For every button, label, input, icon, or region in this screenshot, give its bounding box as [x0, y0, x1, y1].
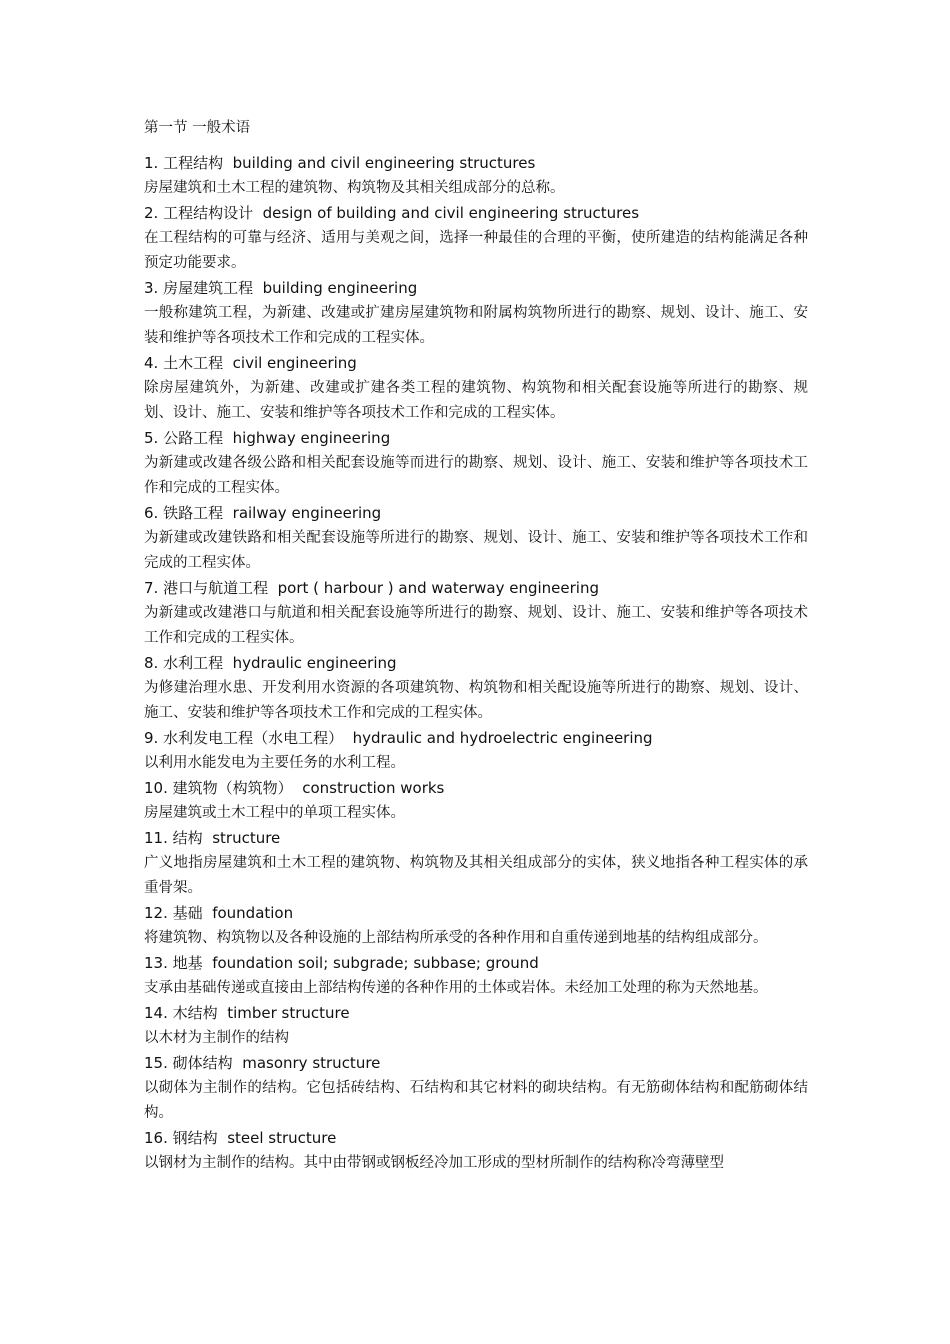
term-definition: 以钢材为主制作的结构。其中由带钢或钢板经冷加工形成的型材所制作的结构称冷弯薄壁型	[144, 1155, 724, 1171]
term-english: railway engineering	[232, 504, 382, 522]
term-number: 13.	[144, 954, 168, 972]
term-english: design of building and civil engineering structures	[262, 204, 640, 222]
term-list	[144, 151, 808, 1176]
term-chinese: 水利工程	[163, 654, 224, 672]
term-heading	[144, 501, 808, 526]
term-definition: 支承由基础传递或直接由上部结构传递的各种作用的土体或岩体。未经加工处理的称为天然地基。	[144, 980, 768, 996]
term-definition: 为修建治理水患、开发利用水资源的各项建筑物、构筑物和相关配设施等所进行的勘察、规划、设计、施工、安装和维护等各项技术工作和完成的工程实体。	[144, 680, 808, 721]
term-number: 11.	[144, 829, 168, 847]
term-heading	[144, 901, 808, 926]
term-english: masonry structure	[242, 1054, 381, 1072]
term-entry	[144, 351, 808, 426]
term-english: port ( harbour ) and waterway engineering	[277, 579, 599, 597]
term-number: 12.	[144, 904, 168, 922]
term-number: 3.	[144, 279, 159, 297]
term-english: hydraulic engineering	[232, 654, 397, 672]
term-english: civil engineering	[232, 354, 357, 372]
document-content	[144, 116, 808, 1176]
term-chinese: 工程结构	[163, 154, 224, 172]
term-english: highway engineering	[232, 429, 391, 447]
term-entry	[144, 201, 808, 276]
term-heading	[144, 826, 808, 851]
term-definition: 房屋建筑和土木工程的建筑物、构筑物及其相关组成部分的总称。	[144, 180, 565, 196]
term-definition: 除房屋建筑外，为新建、改建或扩建各类工程的建筑物、构筑物和相关配套设施等所进行的勘察、规划、设计、施工、安装和维护等各项技术工作和完成的工程实体。	[144, 380, 808, 421]
term-entry	[144, 1001, 808, 1051]
term-english: steel structure	[227, 1129, 337, 1147]
term-english: foundation soil; subgrade; subbase; ground	[212, 954, 539, 972]
term-chinese: 钢结构	[172, 1129, 218, 1147]
term-heading	[144, 726, 808, 751]
term-number: 2.	[144, 204, 159, 222]
term-entry	[144, 726, 808, 776]
term-chinese: 公路工程	[163, 429, 224, 447]
term-entry	[144, 1051, 808, 1126]
term-definition: 房屋建筑或土木工程中的单项工程实体。	[144, 805, 405, 821]
term-entry	[144, 776, 808, 826]
section-title: 第一节 一般术语	[144, 120, 251, 136]
term-english: building and civil engineering structures	[232, 154, 536, 172]
term-definition: 以利用水能发电为主要任务的水利工程。	[144, 755, 405, 771]
term-heading	[144, 1001, 808, 1026]
term-heading	[144, 151, 808, 176]
term-entry	[144, 576, 808, 651]
term-number: 9.	[144, 729, 159, 747]
term-english: building engineering	[262, 279, 418, 297]
term-entry	[144, 501, 808, 576]
term-number: 16.	[144, 1129, 168, 1147]
term-chinese: 基础	[172, 904, 203, 922]
term-definition: 以木材为主制作的结构	[144, 1030, 289, 1046]
term-number: 4.	[144, 354, 159, 372]
term-english: foundation	[212, 904, 294, 922]
term-entry	[144, 276, 808, 351]
term-definition: 为新建或改建港口与航道和相关配套设施等所进行的勘察、规划、设计、施工、安装和维护等各项技术工作和完成的工程实体。	[144, 605, 808, 646]
term-chinese: 工程结构设计	[163, 204, 254, 222]
term-definition: 将建筑物、构筑物以及各种设施的上部结构所承受的各种作用和自重传递到地基的结构组成部分。	[144, 930, 768, 946]
term-heading	[144, 951, 808, 976]
term-number: 5.	[144, 429, 159, 447]
term-number: 15.	[144, 1054, 168, 1072]
term-heading	[144, 776, 808, 801]
term-entry	[144, 826, 808, 901]
term-heading	[144, 201, 808, 226]
term-number: 10.	[144, 779, 168, 797]
term-heading	[144, 351, 808, 376]
term-definition: 为新建或改建铁路和相关配套设施等所进行的勘察、规划、设计、施工、安装和维护等各项技术工作和完成的工程实体。	[144, 530, 808, 571]
term-number: 14.	[144, 1004, 168, 1022]
term-entry	[144, 151, 808, 201]
term-heading	[144, 276, 808, 301]
term-chinese: 建筑物（构筑物）	[172, 779, 293, 797]
term-chinese: 土木工程	[163, 354, 224, 372]
term-heading	[144, 1126, 808, 1151]
term-definition: 在工程结构的可靠与经济、适用与美观之间，选择一种最佳的合理的平衡，使所建造的结构能满足各种预定功能要求。	[144, 230, 808, 271]
term-chinese: 房屋建筑工程	[163, 279, 254, 297]
term-number: 8.	[144, 654, 159, 672]
term-entry	[144, 651, 808, 726]
term-chinese: 结构	[172, 829, 203, 847]
term-chinese: 铁路工程	[163, 504, 224, 522]
term-english: timber structure	[227, 1004, 350, 1022]
term-number: 6.	[144, 504, 159, 522]
term-entry	[144, 1126, 808, 1176]
term-chinese: 砌体结构	[172, 1054, 233, 1072]
term-heading	[144, 426, 808, 451]
term-definition: 一般称建筑工程，为新建、改建或扩建房屋建筑物和附属构筑物所进行的勘察、规划、设计、施工、安装和维护等各项技术工作和完成的工程实体。	[144, 305, 808, 346]
term-heading	[144, 1051, 808, 1076]
term-english: hydraulic and hydroelectric engineering	[352, 729, 653, 747]
term-chinese: 木结构	[172, 1004, 218, 1022]
term-heading	[144, 576, 808, 601]
term-chinese: 地基	[172, 954, 203, 972]
term-heading	[144, 651, 808, 676]
term-english: construction works	[302, 779, 445, 797]
term-definition: 为新建或改建各级公路和相关配套设施等而进行的勘察、规划、设计、施工、安装和维护等各项技术工作和完成的工程实体。	[144, 455, 808, 496]
term-chinese: 水利发电工程（水电工程）	[163, 729, 344, 747]
term-number: 1.	[144, 154, 159, 172]
term-entry	[144, 901, 808, 951]
term-english: structure	[212, 829, 281, 847]
term-chinese: 港口与航道工程	[163, 579, 269, 597]
term-entry	[144, 426, 808, 501]
term-number: 7.	[144, 579, 159, 597]
term-entry	[144, 951, 808, 1001]
term-definition: 广义地指房屋建筑和土木工程的建筑物、构筑物及其相关组成部分的实体，狭义地指各种工程实体的承重骨架。	[144, 855, 808, 896]
term-definition: 以砌体为主制作的结构。它包括砖结构、石结构和其它材料的砌块结构。有无筋砌体结构和配筋砌体结构。	[144, 1080, 808, 1121]
